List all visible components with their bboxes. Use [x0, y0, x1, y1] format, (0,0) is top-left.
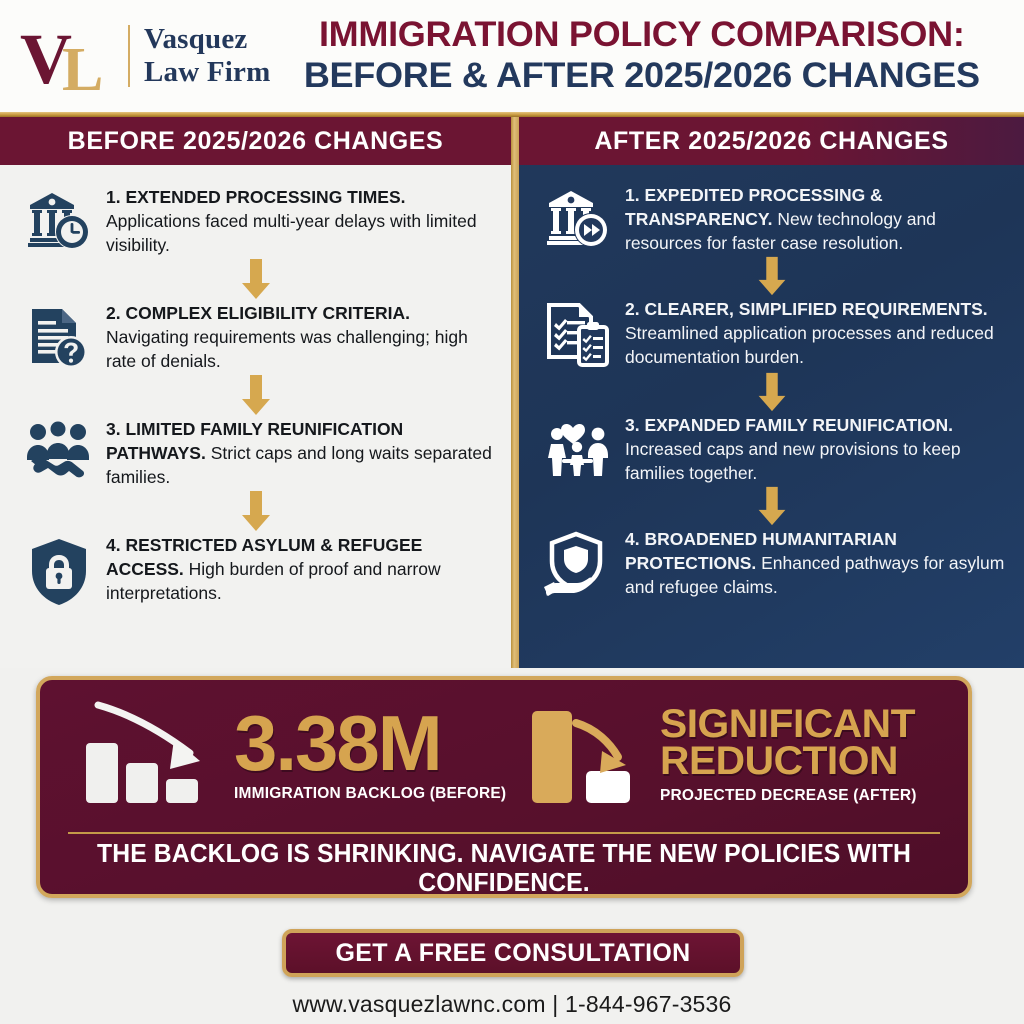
list-item-heading: 3. LIMITED FAMILY REUNIFICATION PATHWAYS. — [106, 419, 404, 463]
stat-before-value: 3.38M — [234, 698, 441, 787]
list-item-text — [621, 297, 1008, 369]
document-question-icon — [16, 301, 102, 371]
list-item-heading: 1. EXPEDITED PROCESSING & TRANSPARENCY. — [625, 185, 883, 229]
page-title-line2: BEFORE & AFTER 2025/2026 CHANGES — [304, 56, 981, 95]
brand-logo — [18, 19, 271, 104]
stat-after — [520, 680, 968, 830]
shield-hand-icon — [535, 527, 621, 601]
list-item-body: Applications faced multi-year delays with limited visibility. — [106, 211, 477, 255]
list-item — [16, 301, 495, 373]
courthouse-fastforward-icon — [535, 183, 621, 249]
brand-name — [144, 23, 270, 89]
list-item-heading: 2. COMPLEX ELIGIBILITY CRITERIA. — [106, 303, 411, 323]
flow-arrow-down-icon — [16, 489, 495, 533]
stat-before-text — [234, 698, 507, 803]
flow-arrow-down-icon — [16, 257, 495, 301]
list-item-text — [102, 185, 495, 257]
list-item-text — [102, 417, 495, 489]
list-item-body: Navigating requirements was challenging; high rate of denials. — [106, 327, 468, 371]
get-free-consultation-button[interactable]: GET A FREE CONSULTATION — [282, 929, 744, 977]
stat-before — [40, 680, 520, 830]
flow-arrow-down-icon — [535, 255, 1008, 297]
footer-contact[interactable]: www.vasquezlawnc.com | 1-844-967-3536 — [0, 985, 1024, 1024]
stat-separator-rule — [68, 832, 940, 834]
header-bar — [0, 0, 1024, 112]
list-item-text — [621, 183, 1008, 255]
stat-tagline: THE BACKLOG IS SHRINKING. NAVIGATE THE NEW POLICIES WITH CONFIDENCE. — [97, 840, 911, 897]
page-title-line1: IMMIGRATION POLICY COMPARISON: — [319, 15, 966, 54]
family-heart-icon — [535, 413, 621, 481]
brand-name-line2: Law Firm — [144, 56, 271, 88]
statistics-panel — [36, 676, 972, 898]
flow-arrow-down-icon — [16, 373, 495, 417]
list-item-body: Enhanced pathways for asylum and refugee claims. — [625, 553, 1005, 597]
flow-arrow-down-icon — [535, 371, 1008, 413]
checklist-clipboard-icon — [535, 297, 621, 371]
after-column-band: AFTER 2025/2026 CHANGES — [519, 117, 1024, 165]
flow-arrow-down-icon — [535, 485, 1008, 527]
list-item-text — [621, 413, 1008, 485]
before-items-list — [0, 165, 511, 607]
list-item-text — [621, 527, 1008, 599]
before-column-band: BEFORE 2025/2026 CHANGES — [0, 117, 511, 165]
list-item-text — [102, 533, 495, 605]
list-item — [535, 527, 1008, 601]
list-item-heading: 3. EXPANDED FAMILY REUNIFICATION. — [625, 415, 954, 435]
shield-lock-icon — [16, 533, 102, 607]
list-item — [535, 297, 1008, 371]
list-item — [16, 185, 495, 257]
logo-letter-v: V — [20, 19, 72, 99]
list-item-body: Increased caps and new provisions to keep families together. — [625, 439, 961, 483]
before-column — [0, 117, 511, 668]
list-item — [535, 183, 1008, 255]
list-item-body: High burden of proof and narrow interpretations. — [106, 559, 441, 603]
brand-name-line1: Vasquez — [144, 23, 248, 55]
list-item-heading: 4. BROADENED HUMANITARIAN PROTECTIONS. — [625, 529, 897, 573]
reduction-bar-arrow-icon — [526, 695, 646, 815]
list-item-heading: 4. RESTRICTED ASYLUM & REFUGEE ACCESS. — [106, 535, 423, 579]
page-title — [270, 15, 1024, 97]
logo-letter-l: L — [62, 36, 104, 104]
stat-after-caption: PROJECTED DECREASE (AFTER) — [660, 786, 917, 804]
courthouse-clock-icon — [16, 185, 102, 251]
list-item-body: Streamlined application processes and reduced documentation burden. — [625, 323, 994, 367]
column-gold-divider — [511, 117, 519, 668]
stat-after-text — [660, 701, 917, 805]
after-column — [519, 117, 1024, 668]
after-items-list — [519, 165, 1024, 601]
list-item-text — [102, 301, 495, 373]
list-item-body: Strict caps and long waits separated families. — [106, 443, 492, 487]
stat-after-value-line2: REDUCTION — [660, 738, 898, 783]
logo-monogram-icon — [18, 19, 126, 104]
logo-divider — [128, 25, 130, 87]
family-handshake-icon — [16, 417, 102, 481]
declining-bar-chart-icon — [78, 695, 228, 815]
list-item — [535, 413, 1008, 485]
stat-before-caption: IMMIGRATION BACKLOG (BEFORE) — [234, 784, 507, 802]
list-item — [16, 533, 495, 607]
stat-after-value-line1: SIGNIFICANT — [660, 701, 916, 746]
statistics-row — [40, 680, 968, 830]
list-item-body: New technology and resources for faster case resolution. — [625, 209, 936, 253]
list-item-heading: 1. EXTENDED PROCESSING TIMES. — [106, 187, 406, 207]
list-item — [16, 417, 495, 489]
list-item-heading: 2. CLEARER, SIMPLIFIED REQUIREMENTS. — [625, 299, 988, 319]
